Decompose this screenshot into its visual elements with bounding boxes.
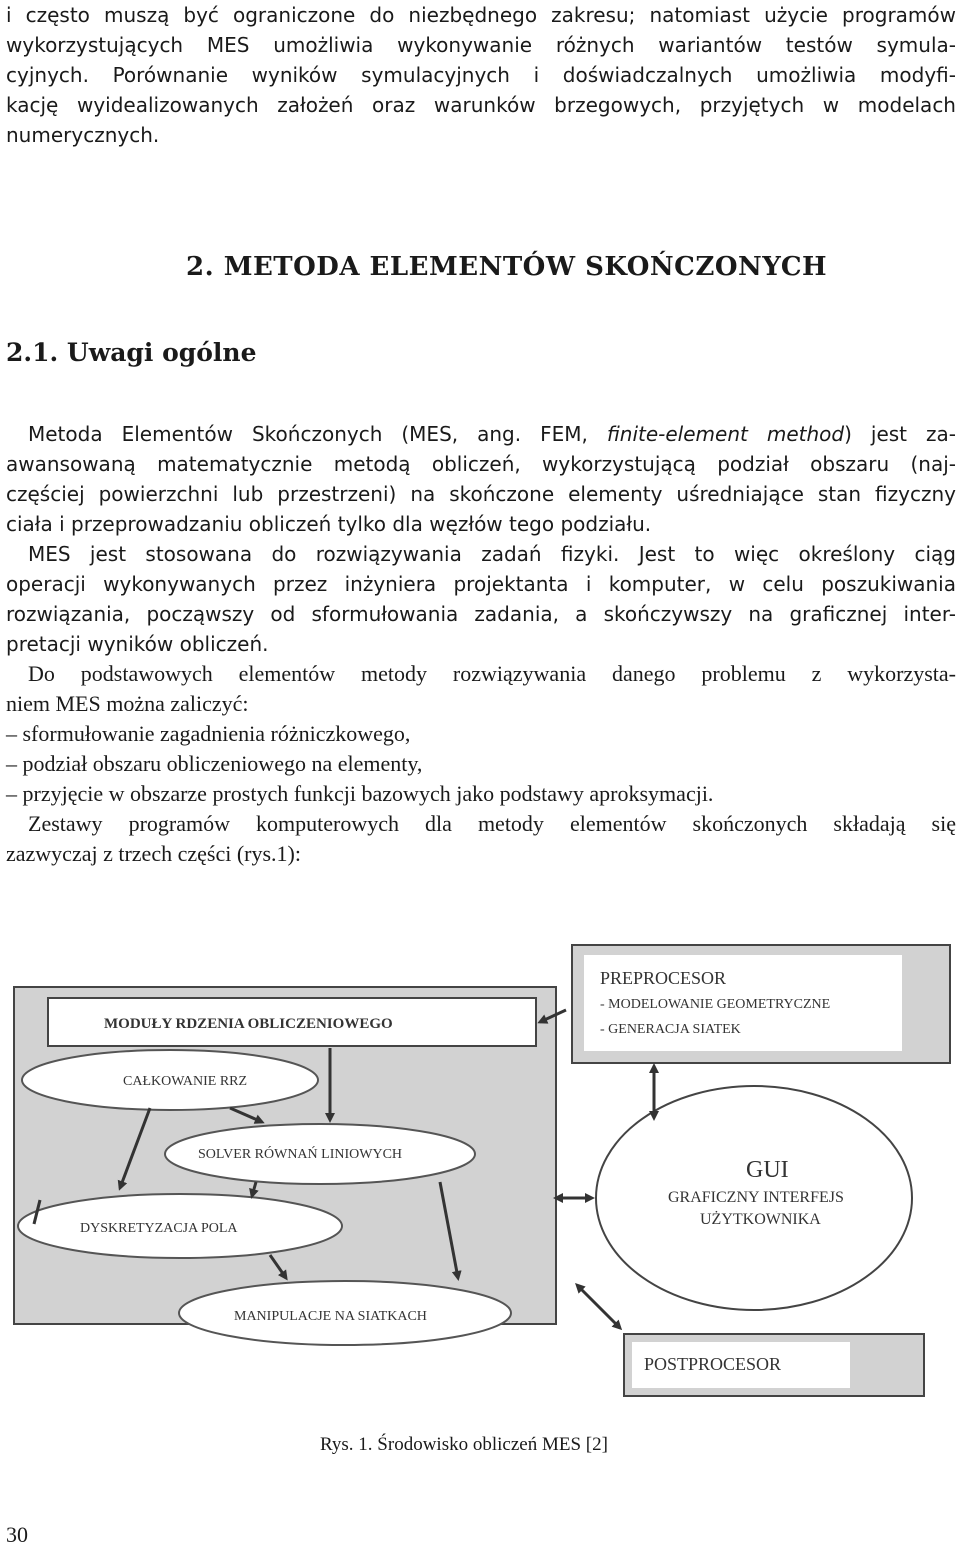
ellipse-manip-label: MANIPULACJE NA SIATKACH [234,1309,427,1324]
preprocesor-title: PREPROCESOR [600,968,727,988]
intro-line: numerycznych. [6,123,160,147]
italic-term: finite-element method [606,422,845,446]
paragraph-line: operacji wykonywanych przez inżyniera projektanta i komputer, w celu poszukiwania [6,572,956,596]
gui-subtitle: UŻYTKOWNIKA [700,1211,821,1228]
paragraph-line: Zestawy programów komputerowych dla metody elementów skończonych składają się [28,811,956,836]
gui-title: GUI [746,1157,789,1183]
paragraph-line: zazwyczaj z trzech części (rys.1): [6,841,301,866]
intro-line: kację wyidealizowanych założeń oraz warunków brzegowych, przyjętych w modelach [6,93,956,117]
page-number: 30 [6,1522,28,1547]
preprocesor-item: - GENERACJA SIATEK [600,1022,741,1037]
gui-subtitle: GRAFICZNY INTERFEJS [668,1189,844,1206]
ellipse-solver-label: SOLVER RÓWNAŃ LINIOWYCH [198,1147,403,1162]
paragraph-line: pretacji wyników obliczeń. [6,632,269,656]
arrow-gui-postprocesor [580,1288,620,1328]
paragraph-line: Do podstawowych elementów metody rozwiązywania danego problemu z wykorzysta- [28,661,956,686]
core-module-title: MODUŁY RDZENIA OBLICZENIOWEGO [104,1016,393,1032]
intro-line: i często muszą być ograniczone do niezbędnego zakresu; natomiast użycie programów [6,3,956,27]
figure-caption: Rys. 1. Środowisko obliczeń MES [2] [320,1434,608,1455]
intro-line: wykorzystujących MES umożliwia wykonywanie różnych wariantów testów symula- [6,33,956,57]
ellipse-dysk-label: DYSKRETYZACJA POLA [80,1221,238,1236]
list-item: – przyjęcie w obszarze prostych funkcji bazowych jako podstawy aproksymacji. [6,781,714,806]
paragraph-line: awansowaną matematycznie metodą obliczeń, wykorzystującą podział obszaru (naj- [6,452,956,476]
subsection-heading: 2.1. Uwagi ogólne [6,338,257,367]
ellipse-rrz-label: CAŁKOWANIE RRZ [123,1074,248,1089]
paragraph-line: częściej powierzchni lub przestrzeni) na skończone elementy uśredniające stan fizyczny [6,482,956,506]
paragraph-line: ciała i przeprowadzaniu obliczeń tylko dla węzłów tego podziału. [6,512,652,536]
intro-line: cyjnych. Porównanie wyników symulacyjnych i doświadczalnych umożliwia modyfi- [6,63,956,87]
list-item: – sformułowanie zagadnienia różniczkowego, [6,721,411,746]
paragraph-line: niem MES można zaliczyć: [6,691,249,716]
postprocesor-title: POSTPROCESOR [644,1354,782,1374]
text-run: ) jest za- [844,422,956,446]
preprocesor-item: - MODELOWANIE GEOMETRYCZNE [600,997,831,1012]
paragraph-line [6,419,956,449]
paragraph-line: rozwiązania, począwszy od sformułowania zadania, a skończywszy na graficznej inter- [6,602,956,626]
paragraph-line: MES jest stosowana do rozwiązywania zadań fizyki. Jest to więc określony ciąg [28,542,956,566]
figure-diagram [0,900,960,1420]
text-run: Metoda Elementów Skończonych (MES, ang. FEM, [28,422,607,446]
section-heading: 2. METODA ELEMENTÓW SKOŃCZONYCH [186,252,828,282]
list-item: – podział obszaru obliczeniowego na elementy, [6,751,423,776]
figure-mes-environment [0,900,960,1420]
